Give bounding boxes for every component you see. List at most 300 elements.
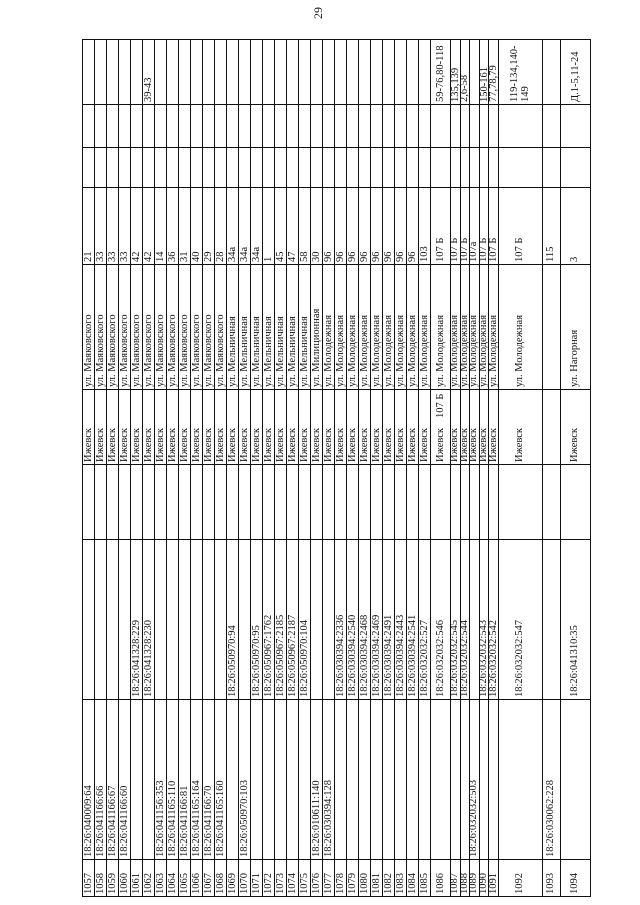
cadastral-number-2-cell xyxy=(419,539,431,699)
city-cell xyxy=(359,389,371,464)
blank-column-cell xyxy=(227,464,239,539)
cadastral-number-2-cell xyxy=(299,539,311,699)
house-number: 115 xyxy=(545,246,557,262)
cadastral-number-2: 18:26:050967:2187 xyxy=(286,614,298,697)
blank-column-cell xyxy=(431,464,451,539)
street-cell xyxy=(359,264,371,389)
house-number: 58 xyxy=(298,251,310,262)
street-cell xyxy=(263,264,275,389)
city-cell xyxy=(119,389,131,464)
row-number: 1074 xyxy=(286,873,298,894)
row-number-cell xyxy=(561,859,591,896)
cadastral-number-cell xyxy=(155,699,167,859)
table-row xyxy=(419,39,431,896)
street: ул. Маяковского xyxy=(178,314,190,387)
city: Ижевск xyxy=(322,427,334,462)
apartment-range-cell xyxy=(383,39,395,104)
cadastral-number-2-cell xyxy=(359,539,371,699)
cadastral-number-2-cell xyxy=(561,539,591,699)
city-cell xyxy=(499,389,543,464)
cadastral-number-cell xyxy=(499,699,543,859)
table-row xyxy=(143,39,155,896)
cadastral-number: 18:26:041166:60 xyxy=(118,785,130,857)
cadastral-number-2-cell xyxy=(95,539,107,699)
row-number-cell xyxy=(131,859,143,896)
house-number: 96 xyxy=(346,251,358,262)
street: ул. Молодежная xyxy=(487,314,499,387)
building-column-cell xyxy=(119,147,131,187)
table-row xyxy=(371,39,383,896)
apartment-range: 2,6-58 xyxy=(459,74,471,102)
cadastral-number-cell xyxy=(489,699,499,859)
house-number: 33 xyxy=(106,251,118,262)
blank-column-2-cell xyxy=(499,104,543,147)
house-number-cell xyxy=(323,187,335,264)
house-number-cell xyxy=(359,187,371,264)
street-cell xyxy=(191,264,203,389)
table-row xyxy=(299,39,311,896)
house-number-cell xyxy=(419,187,431,264)
blank-column-2-cell xyxy=(419,104,431,147)
blank-column-cell xyxy=(191,464,203,539)
cadastral-number-2-cell xyxy=(275,539,287,699)
house-number-cell xyxy=(179,187,191,264)
house-number: 96 xyxy=(394,251,406,262)
street-cell xyxy=(383,264,395,389)
house-number-cell xyxy=(107,187,119,264)
street-cell xyxy=(371,264,383,389)
street-cell xyxy=(155,264,167,389)
cadastral-number-2: 18:26:030394:2491 xyxy=(382,614,394,697)
row-number-cell xyxy=(407,859,419,896)
table-row xyxy=(489,39,499,896)
house-number: 107 Б xyxy=(478,237,490,262)
apartment-range-cell xyxy=(83,39,95,104)
apartment-range-cell xyxy=(191,39,203,104)
city: Ижевск xyxy=(286,427,298,462)
cadastral-number-2-cell xyxy=(335,539,347,699)
row-number: 1067 xyxy=(202,873,214,894)
blank-column-2-cell xyxy=(407,104,419,147)
building-column-cell xyxy=(543,147,561,187)
building-column-cell xyxy=(95,147,107,187)
house-number: 96 xyxy=(334,251,346,262)
apartment-range-cell xyxy=(179,39,191,104)
building-column-cell xyxy=(470,147,480,187)
cadastral-number-2: 18:26:041328:230 xyxy=(142,619,154,697)
table-row xyxy=(191,39,203,896)
row-number: 1072 xyxy=(262,873,274,894)
row-number: 1077 xyxy=(322,873,334,894)
blank-column-2-cell xyxy=(299,104,311,147)
street-cell xyxy=(119,264,131,389)
blank-column-cell xyxy=(470,464,480,539)
cadastral-number: 18:26:041166:70 xyxy=(202,785,214,857)
blank-column-2-cell xyxy=(359,104,371,147)
cadastral-number-2-cell xyxy=(215,539,227,699)
apartment-range-cell xyxy=(561,39,591,104)
row-number-cell xyxy=(155,859,167,896)
street: ул. Маяковского xyxy=(118,314,130,387)
cadastral-number-cell xyxy=(251,699,263,859)
city: Ижевск xyxy=(214,427,226,462)
house-number-cell xyxy=(263,187,275,264)
apartment-range: 135,139 xyxy=(449,67,461,102)
building-column-cell xyxy=(251,147,263,187)
street-cell xyxy=(287,264,299,389)
street: ул. Молодежная xyxy=(370,314,382,387)
row-number-cell xyxy=(143,859,155,896)
blank-column-2-cell xyxy=(263,104,275,147)
blank-column-2-cell xyxy=(131,104,143,147)
table-row xyxy=(347,39,359,896)
apartment-range: 119-134,140-149 xyxy=(509,45,532,102)
blank-column-cell xyxy=(263,464,275,539)
house-number: 31 xyxy=(178,251,190,262)
cadastral-number-cell xyxy=(395,699,407,859)
house-number: 96 xyxy=(406,251,418,262)
row-number: 1061 xyxy=(130,873,142,894)
row-number: 1059 xyxy=(106,873,118,894)
building-column-cell xyxy=(499,147,543,187)
table-row xyxy=(83,39,95,896)
row-number: 1064 xyxy=(166,873,178,894)
row-number: 1081 xyxy=(370,873,382,894)
city-cell xyxy=(95,389,107,464)
address-table xyxy=(82,39,591,897)
street-cell xyxy=(395,264,407,389)
city: Ижевск xyxy=(434,427,446,462)
cadastral-number-cell xyxy=(299,699,311,859)
street: ул. Маяковского xyxy=(202,314,214,387)
row-number-cell xyxy=(203,859,215,896)
cadastral-number-2-cell xyxy=(251,539,263,699)
city-cell xyxy=(419,389,431,464)
street-cell xyxy=(167,264,179,389)
street: ул. Молодежная xyxy=(322,314,334,387)
row-number-cell xyxy=(227,859,239,896)
house-number-cell xyxy=(431,187,451,264)
blank-column-cell xyxy=(311,464,323,539)
building-column-cell xyxy=(275,147,287,187)
apartment-range-cell xyxy=(347,39,359,104)
table-row xyxy=(107,39,119,896)
street-cell xyxy=(107,264,119,389)
row-number: 1058 xyxy=(94,873,106,894)
table-row xyxy=(561,39,591,896)
city: Ижевск xyxy=(274,427,286,462)
table-row xyxy=(239,39,251,896)
table-row xyxy=(203,39,215,896)
blank-column-cell xyxy=(499,464,543,539)
city-cell xyxy=(431,389,451,464)
cadastral-number-2-cell xyxy=(143,539,155,699)
row-number: 1063 xyxy=(154,873,166,894)
street-cell xyxy=(561,264,591,389)
blank-column-2-cell xyxy=(489,104,499,147)
apartment-range-cell xyxy=(499,39,543,104)
cadastral-number-cell xyxy=(83,699,95,859)
house-number: 45 xyxy=(274,251,286,262)
building-column-cell xyxy=(480,147,490,187)
city: Ижевск xyxy=(178,427,190,462)
row-number: 1084 xyxy=(406,873,418,894)
city: Ижевск xyxy=(370,427,382,462)
table-row xyxy=(451,39,461,896)
house-number-cell xyxy=(395,187,407,264)
house-number-cell xyxy=(561,187,591,264)
blank-column-cell xyxy=(203,464,215,539)
cadastral-number: 18:26:030394:128 xyxy=(322,779,334,857)
street-cell xyxy=(179,264,191,389)
cadastral-number-cell xyxy=(311,699,323,859)
house-number: 107 Б xyxy=(458,237,470,262)
apartment-range: Д.1-5,11-24 xyxy=(569,51,581,102)
city: Ижевск xyxy=(394,427,406,462)
house-number-cell xyxy=(275,187,287,264)
street-cell xyxy=(489,264,499,389)
house-number-cell xyxy=(335,187,347,264)
street-cell xyxy=(239,264,251,389)
blank-column-cell xyxy=(239,464,251,539)
blank-column-cell xyxy=(251,464,263,539)
table-row xyxy=(131,39,143,896)
street: ул. Маяковского xyxy=(214,314,226,387)
city-note: 107 Б xyxy=(434,393,446,418)
cadastral-number: 18:26:041166:67 xyxy=(106,785,118,857)
house-number: 30 xyxy=(310,251,322,262)
cadastral-number-2: 18:26:050967:2185 xyxy=(274,614,286,697)
building-column-cell xyxy=(203,147,215,187)
street-cell xyxy=(215,264,227,389)
building-column-cell xyxy=(335,147,347,187)
city: Ижевск xyxy=(82,427,94,462)
city: Ижевск xyxy=(262,427,274,462)
cadastral-number-cell xyxy=(543,699,561,859)
cadastral-number-cell xyxy=(131,699,143,859)
house-number-cell xyxy=(227,187,239,264)
row-number: 1093 xyxy=(545,873,557,894)
row-number-cell xyxy=(431,859,451,896)
street-cell xyxy=(143,264,155,389)
cadastral-number: 18:26:040009:64 xyxy=(82,785,94,857)
row-number-cell xyxy=(215,859,227,896)
house-number-cell xyxy=(95,187,107,264)
street-cell xyxy=(95,264,107,389)
street: ул. Маяковского xyxy=(190,314,202,387)
blank-column-2-cell xyxy=(383,104,395,147)
street-cell xyxy=(543,264,561,389)
city-cell xyxy=(227,389,239,464)
city: Ижевск xyxy=(418,427,430,462)
city-cell xyxy=(395,389,407,464)
house-number: 21 xyxy=(82,251,94,262)
blank-column-cell xyxy=(543,464,561,539)
house-number: 107 Б xyxy=(487,237,499,262)
house-number-cell xyxy=(203,187,215,264)
blank-column-2-cell xyxy=(323,104,335,147)
apartment-range-cell xyxy=(107,39,119,104)
apartment-range-cell xyxy=(131,39,143,104)
cadastral-number-cell xyxy=(431,699,451,859)
cadastral-number-2: 18:26:050970:94 xyxy=(226,625,238,697)
blank-column-cell xyxy=(489,464,499,539)
table-row xyxy=(311,39,323,896)
city: Ижевск xyxy=(458,427,470,462)
blank-column-cell xyxy=(451,464,461,539)
house-number: 34а xyxy=(250,246,262,262)
street: ул. Мельничная xyxy=(238,316,250,387)
street-cell xyxy=(407,264,419,389)
cadastral-number-2: 18:26:032032:547 xyxy=(514,619,526,697)
city-cell xyxy=(263,389,275,464)
row-number-cell xyxy=(335,859,347,896)
blank-column-2-cell xyxy=(461,104,471,147)
house-number-cell xyxy=(287,187,299,264)
blank-column-cell xyxy=(371,464,383,539)
house-number-cell xyxy=(489,187,499,264)
city-cell xyxy=(83,389,95,464)
table-row xyxy=(227,39,239,896)
row-number: 1083 xyxy=(394,873,406,894)
street: ул. Маяковского xyxy=(154,314,166,387)
blank-column-2-cell xyxy=(239,104,251,147)
row-number-cell xyxy=(263,859,275,896)
row-number-cell xyxy=(347,859,359,896)
blank-column-2-cell xyxy=(311,104,323,147)
street-cell xyxy=(335,264,347,389)
blank-column-2-cell xyxy=(275,104,287,147)
house-number: 40 xyxy=(190,251,202,262)
city: Ижевск xyxy=(154,427,166,462)
cadastral-number-2: 18:26:030394:2336 xyxy=(334,614,346,697)
row-number: 1094 xyxy=(569,873,581,894)
building-column-cell xyxy=(215,147,227,187)
cadastral-number-cell xyxy=(119,699,131,859)
street-cell xyxy=(419,264,431,389)
cadastral-number-2-cell xyxy=(543,539,561,699)
blank-column-2-cell xyxy=(335,104,347,147)
house-number: 96 xyxy=(370,251,382,262)
row-number-cell xyxy=(543,859,561,896)
building-column-cell xyxy=(347,147,359,187)
blank-column-2-cell xyxy=(227,104,239,147)
blank-column-2-cell xyxy=(119,104,131,147)
cadastral-number-cell xyxy=(419,699,431,859)
cadastral-number-2-cell xyxy=(167,539,179,699)
table-row xyxy=(95,39,107,896)
cadastral-number-2-cell xyxy=(347,539,359,699)
apartment-range: 150-161 xyxy=(478,67,490,102)
apartment-range-cell xyxy=(155,39,167,104)
house-number: 1 xyxy=(262,256,274,262)
city-cell xyxy=(167,389,179,464)
row-number: 1089 xyxy=(468,873,480,894)
row-number: 1066 xyxy=(190,873,202,894)
street: ул. Маяковского xyxy=(94,314,106,387)
cadastral-number-2-cell xyxy=(458,539,471,699)
cadastral-number-2-cell xyxy=(323,539,335,699)
city: Ижевск xyxy=(468,427,480,462)
apartment-range-cell xyxy=(419,39,431,104)
apartment-range-cell xyxy=(461,39,471,104)
blank-column-2-cell xyxy=(470,104,480,147)
blank-column-cell xyxy=(347,464,359,539)
street: ул. Мельничная xyxy=(250,316,262,387)
city-cell xyxy=(107,389,119,464)
cadastral-number-2: 18:26:030394:2469 xyxy=(370,614,382,697)
street-cell xyxy=(131,264,143,389)
house-number: 107а xyxy=(468,241,480,262)
city: Ижевск xyxy=(382,427,394,462)
row-number-cell xyxy=(311,859,323,896)
table-row xyxy=(167,39,179,896)
street: ул. Молодежная xyxy=(514,314,526,387)
cadastral-number: 18:26:041166:66 xyxy=(94,785,106,857)
city: Ижевск xyxy=(202,427,214,462)
house-number: 42 xyxy=(142,251,154,262)
blank-column-2-cell xyxy=(155,104,167,147)
building-column-cell xyxy=(155,147,167,187)
street: ул. Маяковского xyxy=(106,314,118,387)
cadastral-number-2: 18:26:041328:229 xyxy=(130,619,142,697)
table-row xyxy=(458,39,471,896)
house-number-cell xyxy=(299,187,311,264)
cadastral-number-2: 18:26:030394:2468 xyxy=(358,614,370,697)
house-number: 14 xyxy=(154,251,166,262)
city-cell xyxy=(275,389,287,464)
table-row xyxy=(119,39,131,896)
cadastral-number-2-cell xyxy=(107,539,119,699)
cadastral-number-cell xyxy=(407,699,419,859)
street: ул. Молодежная xyxy=(334,314,346,387)
blank-column-cell xyxy=(480,464,490,539)
house-number: 107 Б xyxy=(449,237,461,262)
house-number-cell xyxy=(155,187,167,264)
street-cell xyxy=(347,264,359,389)
street-cell xyxy=(251,264,263,389)
row-number: 1070 xyxy=(238,873,250,894)
blank-column-cell xyxy=(107,464,119,539)
city: Ижевск xyxy=(346,427,358,462)
street-cell xyxy=(431,264,451,389)
building-column-cell xyxy=(371,147,383,187)
cadastral-number-cell xyxy=(227,699,239,859)
row-number: 1073 xyxy=(274,873,286,894)
city: Ижевск xyxy=(94,427,106,462)
street: ул. Мельничная xyxy=(298,316,310,387)
house-number: 34а xyxy=(226,246,238,262)
house-number: 96 xyxy=(358,251,370,262)
blank-column-cell xyxy=(167,464,179,539)
cadastral-number-2-cell xyxy=(83,539,95,699)
cadastral-number-2: 18:26:032032:544 xyxy=(458,619,470,697)
row-number: 1087 xyxy=(449,873,461,894)
table-row xyxy=(407,39,419,896)
row-number-cell xyxy=(191,859,203,896)
city: Ижевск xyxy=(142,427,154,462)
apartment-range-cell xyxy=(299,39,311,104)
city-cell xyxy=(489,389,499,464)
street: ул. Маяковского xyxy=(82,314,94,387)
street: ул. Молодежная xyxy=(449,314,461,387)
street: ул. Молодежная xyxy=(434,314,446,387)
building-column-cell xyxy=(431,147,451,187)
building-column-cell xyxy=(323,147,335,187)
row-number-cell xyxy=(489,859,499,896)
cadastral-number-cell xyxy=(95,699,107,859)
street: ул. Маяковского xyxy=(142,314,154,387)
